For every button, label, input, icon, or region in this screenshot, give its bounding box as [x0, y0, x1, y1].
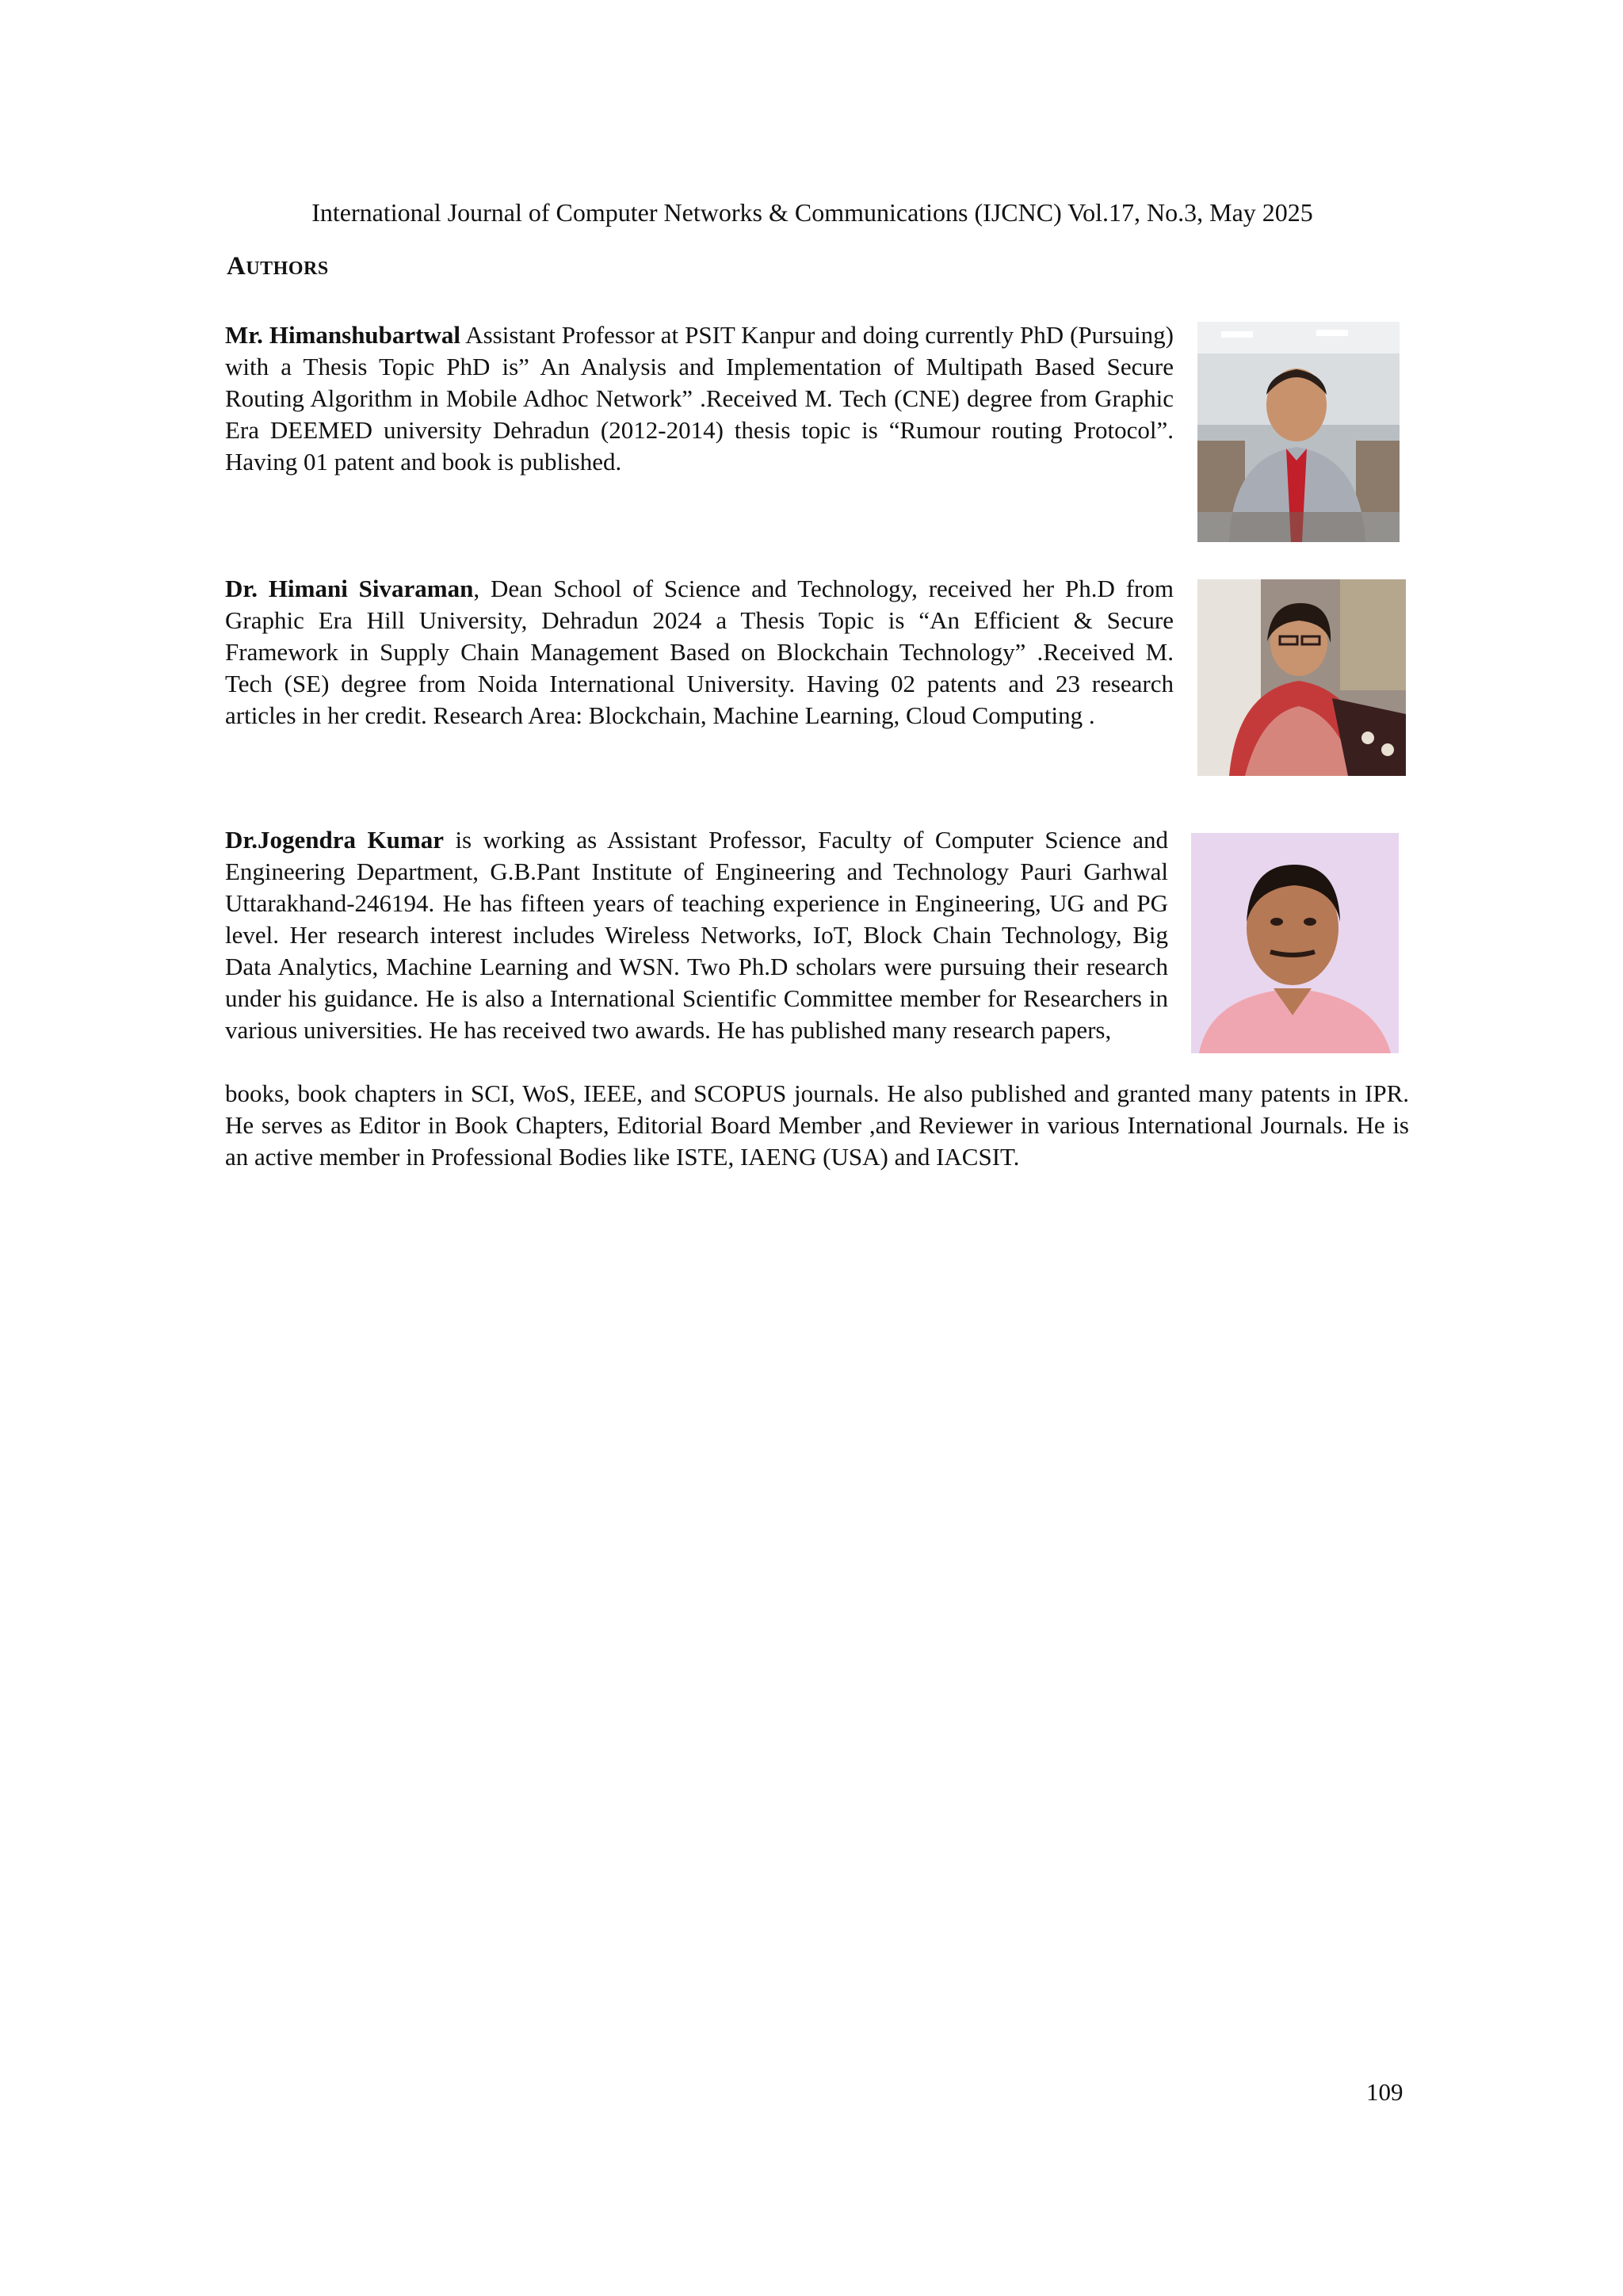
author-photo-2	[1197, 579, 1406, 776]
author-bio-1	[225, 319, 1174, 478]
author-bio-text-3: is working as Assistant Professor, Faculty of Computer Science and Engineering Department, G.B.Pant Institute of Engineering and Technology Pauri Garhwal Uttarakhand-246194. He has fifteen years of teaching experience in Engineering, UG and PG level. Her research interest includes Wireless Networks, IoT, Block Chain Technology, Big Data Analytics, Machine Learning and WSN. Two Ph.D scholars were pursuing their research under his guidance. He is also a International Scientific Committee member for Researchers in various universities. He has received two awards. He has published many research papers,	[225, 826, 1168, 1044]
section-title-initial: A	[227, 252, 246, 281]
author-name-3: Dr.Jogendra Kumar	[225, 826, 444, 854]
author-name-1: Mr. Himanshubartwal	[225, 321, 460, 349]
author-bio-text-1: Assistant Professor at PSIT Kanpur and doing currently PhD (Pursuing) with a Thesis Topic PhD is” An Analysis and Implementation of Multipath Based Secure Routing Algorithm in Mobile Adhoc Network” .Received M. Tech (CNE) degree from Graphic Era DEEMED university Dehradun (2012-2014) thesis topic is “Rumour routing Protocol”. Having 01 patent and book is published.	[225, 321, 1174, 476]
author-bio-text-2: , Dean School of Science and Technology, received her Ph.D from Graphic Era Hill University, Dehradun 2024 a Thesis Topic is “An Efficient & Secure Framework in Supply Chain Management Based on Blockchain Technology” .Received M. Tech (SE) degree from Noida International University. Having 02 patents and 23 research articles in her credit. Research Area: Blockchain, Machine Learning, Cloud Computing .	[225, 575, 1174, 729]
page-number: 109	[1366, 2078, 1403, 2106]
author-photo-1	[1197, 322, 1400, 542]
author-bio-3-continued	[225, 1078, 1409, 1173]
running-header: International Journal of Computer Networks & Communications (IJCNC) Vol.17, No.3, May 2025	[311, 198, 1313, 227]
section-title	[227, 252, 329, 281]
section-title-rest: UTHORS	[246, 258, 329, 279]
author-photo-3	[1191, 833, 1399, 1053]
author-bio-text-3-continued: books, book chapters in SCI, WoS, IEEE, and SCOPUS journals. He also published and granted many patents in IPR. He serves as Editor in Book Chapters, Editorial Board Member ,and Reviewer in various International Journals. He is an active member in Professional Bodies like ISTE, IAENG (USA) and IACSIT.	[225, 1079, 1409, 1171]
author-bio-3	[225, 824, 1168, 1046]
author-name-2: Dr. Himani Sivaraman	[225, 575, 474, 602]
author-bio-2	[225, 573, 1174, 732]
